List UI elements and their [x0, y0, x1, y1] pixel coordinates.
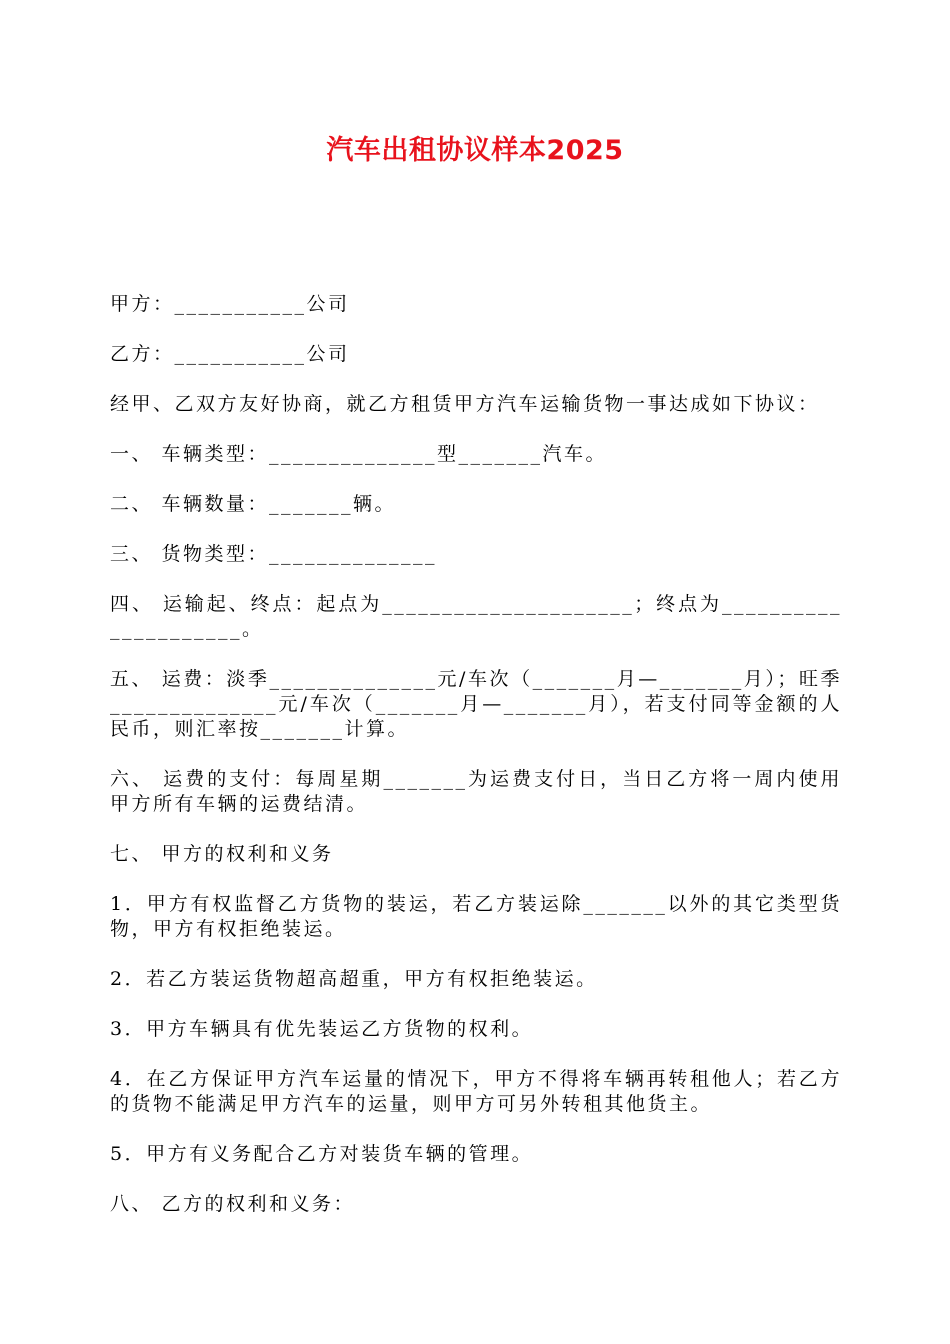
- clause-7-item-1: 1．甲方有权监督乙方货物的装运，若乙方装运除_______以外的其它类型货物，甲方有权拒绝装运。: [110, 893, 842, 940]
- party-a-line: 甲方：___________公司: [110, 293, 350, 315]
- clause-7-item-4: 4．在乙方保证甲方汽车运量的情况下，甲方不得将车辆再转租他人；若乙方的货物不能满足甲方汽车的运量，则甲方可另外转租其他货主。: [110, 1068, 842, 1115]
- clause-1-vehicle-type: 一、 车辆类型：______________型_______汽车。: [110, 443, 608, 465]
- clause-5-freight: 五、 运费：淡季______________元/车次（_______月—_______月）；旺季______________元/车次（_______月—_______月），若支付同等金额的人民币，则汇率按_______计算。: [110, 668, 842, 740]
- clause-8-heading: 八、 乙方的权利和义务：: [110, 1193, 356, 1215]
- clause-4-route: 四、 运输起、终点：起点为_____________________；终点为_____________________。: [110, 593, 842, 640]
- clause-6-payment: 六、 运费的支付：每周星期_______为运费支付日，当日乙方将一周内使用甲方所有车辆的运费结清。: [110, 768, 842, 815]
- agreement-intro: 经甲、乙双方友好协商，就乙方租赁甲方汽车运输货物一事达成如下协议：: [110, 393, 820, 415]
- document-title: 汽车出租协议样本2025: [326, 135, 624, 166]
- clause-7-heading: 七、 甲方的权利和义务: [110, 843, 334, 865]
- party-b-line: 乙方：___________公司: [110, 343, 350, 365]
- clause-3-cargo-type: 三、 货物类型：______________: [110, 543, 438, 565]
- clause-7-item-5: 5．甲方有义务配合乙方对装货车辆的管理。: [110, 1143, 534, 1165]
- document-body: [110, 292, 842, 1242]
- clause-7-item-2: 2．若乙方装运货物超高超重，甲方有权拒绝装运。: [110, 968, 598, 990]
- clause-7-item-3: 3．甲方车辆具有优先装运乙方货物的权利。: [110, 1018, 534, 1040]
- clause-2-vehicle-count: 二、 车辆数量：_______辆。: [110, 493, 397, 515]
